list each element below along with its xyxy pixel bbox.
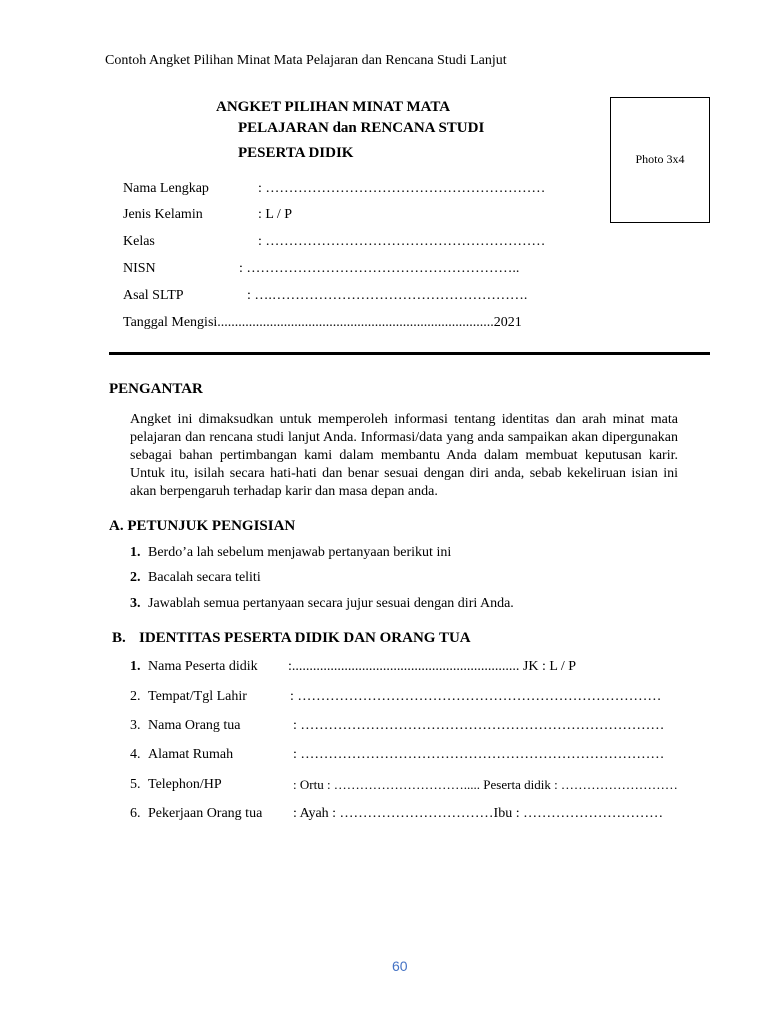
document-header: Contoh Angket Pilihan Minat Mata Pelajaran dan Rencana Studi Lanjut	[105, 53, 507, 68]
instruction-text: Bacalah secara teliti	[148, 570, 261, 585]
pengantar-heading: PENGANTAR	[109, 381, 203, 397]
pengantar-text: Angket ini dimaksudkan untuk memperoleh informasi tentang identitas dan arah minat mata pelajaran dan rencana studi lanjut Anda. Informasi/data yang anda sampaikan akan dipergunakan sebagai bahan pertimbangan kami dalam membantu Anda dalam membuat keputusan karir. Untuk itu, isilah secara hati-hati dan benar sesuai dengan diri anda, sebab kekeliruan isian ini akan berpengaruh terhadap karir dan masa depan anda.	[130, 412, 678, 499]
field-row-tanggal-mengisi	[123, 315, 522, 331]
field-value-asal-sltp: : ….……………………………………………….	[247, 288, 528, 303]
identity-value: : ……………………………………………………………………	[293, 718, 665, 733]
identity-row	[130, 806, 262, 822]
instruction-item	[130, 545, 451, 561]
section-a-heading: A. PETUNJUK PENGISIAN	[109, 518, 296, 534]
identity-label: Nama Orang tua	[148, 718, 241, 733]
identity-row	[130, 659, 258, 675]
identity-number: 5.	[130, 777, 141, 792]
identity-value: :................................................................. JK : L / P	[288, 659, 577, 674]
identity-label: Tempat/Tgl Lahir	[148, 689, 247, 704]
field-label-kelas: Kelas	[123, 234, 155, 249]
field-label-asal-sltp: Asal SLTP	[123, 288, 184, 303]
field-value-nisn: : …………………………………………………..	[239, 261, 520, 276]
field-value-tanggal-mengisi: ...............................................................................2021	[217, 315, 522, 330]
field-label-jenis-kelamin: Jenis Kelamin	[123, 207, 203, 222]
identity-label: Alamat Rumah	[148, 747, 234, 762]
field-value-kelas: : ……………………………………………………	[258, 234, 546, 249]
title-line-1: ANGKET PILIHAN MINAT MATA	[216, 99, 451, 115]
field-label-tanggal-mengisi: Tanggal Mengisi	[123, 315, 218, 330]
identity-row	[130, 718, 241, 734]
page-number: 60	[392, 958, 408, 974]
identity-value: : Ortu : …………………………..... Peserta didik : ………………………	[293, 777, 678, 792]
title-line-2: PELAJARAN dan RENCANA STUDI	[238, 120, 485, 136]
section-b-heading: IDENTITAS PESERTA DIDIK DAN ORANG TUA	[139, 630, 471, 646]
photo-box	[610, 97, 710, 223]
title-line-3: PESERTA DIDIK	[238, 145, 354, 161]
instruction-number: 2.	[130, 570, 141, 585]
identity-row	[130, 747, 233, 763]
identity-row	[130, 777, 222, 793]
field-value-jenis-kelamin: : L / P	[258, 207, 293, 222]
instruction-text: Berdo’a lah sebelum menjawab pertanyaan berikut ini	[148, 545, 452, 560]
field-label-nama-lengkap: Nama Lengkap	[123, 181, 209, 196]
field-label-nisn: NISN	[123, 261, 156, 276]
instruction-number: 1.	[130, 545, 141, 560]
divider-line	[109, 352, 710, 355]
instruction-number: 3.	[130, 596, 141, 611]
identity-value: : Ayah : ……………………………Ibu : …………………………	[293, 806, 664, 821]
photo-label: Photo 3x4	[635, 152, 685, 166]
identity-value: : ……………………………………………………………………	[293, 747, 665, 762]
identity-number: 4.	[130, 747, 141, 762]
identity-number: 2.	[130, 689, 141, 704]
identity-number: 1.	[130, 659, 141, 674]
identity-value: : ……………………………………………………………………	[290, 689, 662, 704]
identity-label: Telephon/HP	[148, 777, 222, 792]
identity-label: Pekerjaan Orang tua	[148, 806, 263, 821]
instruction-text: Jawablah semua pertanyaan secara jujur sesuai dengan diri Anda.	[148, 596, 514, 611]
instruction-item	[130, 570, 261, 586]
instruction-item	[130, 596, 514, 612]
identity-number: 3.	[130, 718, 141, 733]
identity-label: Nama Peserta didik	[148, 659, 258, 674]
identity-number: 6.	[130, 806, 141, 821]
section-b-letter: B.	[112, 630, 126, 646]
field-value-nama-lengkap: : ……………………………………………………	[258, 181, 546, 196]
identity-row	[130, 689, 247, 705]
